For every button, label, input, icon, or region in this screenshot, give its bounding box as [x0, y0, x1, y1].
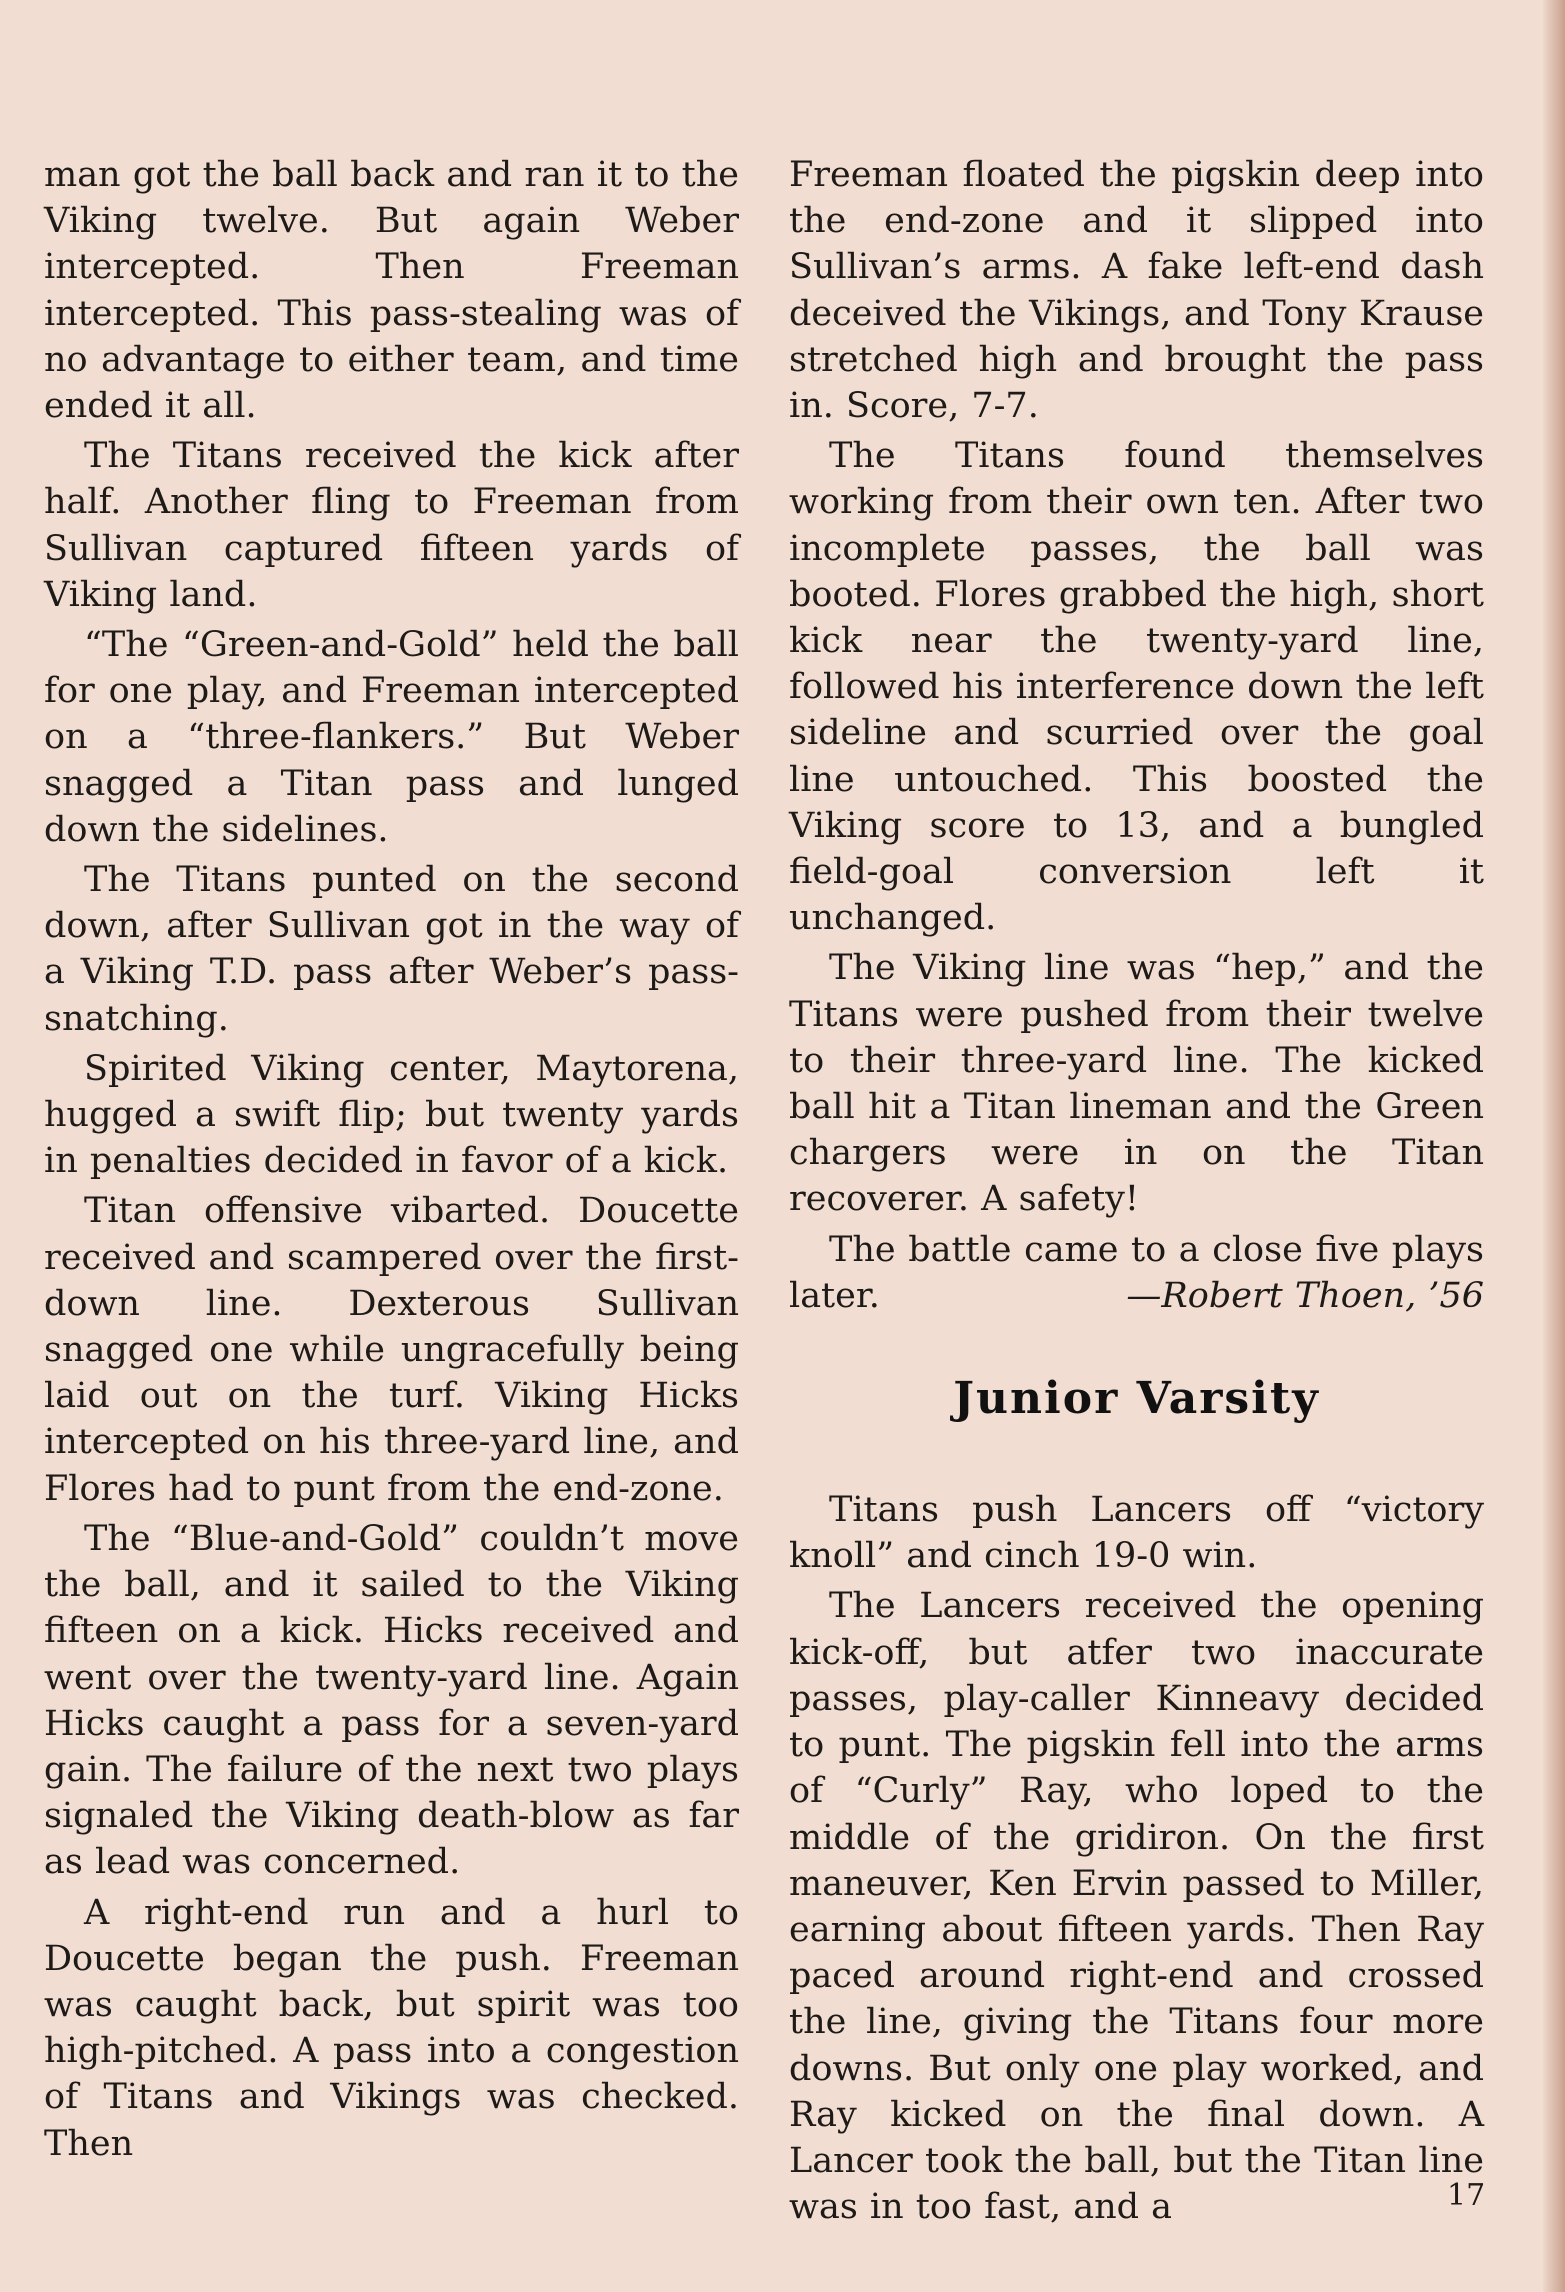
left-column: [44, 152, 739, 2171]
paragraph: The Viking line was “hep,” and the Titans were pushed from their twelve to their three-yard line. The kicked ball hit a Titan lineman and the Green chargers were in on the Titan recoverer. A safety!: [789, 948, 1484, 1220]
closing-text: The battle came to a close five plays later.: [789, 1229, 1484, 1316]
paragraph: “The “Green-and-Gold” held the ball for one play, and Freeman intercepted on a “three-flankers.” But Weber snagged a Titan pass and lunged down the sidelines.: [44, 625, 739, 850]
paragraph: Spirited Viking center, Maytorena, hugged a swift flip; but twenty yards in penalties decided in favor of a kick.: [44, 1048, 739, 1182]
paragraph: The Titans received the kick after half. Another fling to Freeman from Sullivan captured fifteen yards of Viking land.: [44, 436, 739, 615]
paragraph: man got the ball back and ran it to the Viking twelve. But again Weber intercepted. Then Freeman intercepted. This pass-stealing was of no advantage to either team, and time ended it all.: [44, 155, 739, 427]
author-byline: —Robert Thoen, ’56: [1126, 1275, 1484, 1316]
closing-paragraph: [789, 1227, 1484, 1319]
paragraph: Titan offensive vibarted. Doucette received and scampered over the first-down line. Dexterous Sullivan snagged one while ungracefully being laid out on the turf. Viking Hicks intercepted on his three-yard line, and Flores had to punt from the end-zone.: [44, 1191, 739, 1509]
paragraph: Titans push Lancers off “victory knoll” and cinch 19-0 win.: [789, 1490, 1484, 1577]
paragraph: The Titans punted on the second down, after Sullivan got in the way of a Viking T.D. pass after Weber’s pass-snatching.: [44, 860, 739, 1039]
paragraph: A right-end run and a hurl to Doucette began the push. Freeman was caught back, but spirit was too high-pitched. A pass into a congestion of Titans and Vikings was checked. Then: [44, 1892, 739, 2164]
section-heading: Junior Varsity: [953, 1373, 1320, 1425]
page-edge-shadow: [1543, 0, 1565, 2292]
page-number: 17: [1447, 2178, 1486, 2213]
paragraph: The Titans found themselves working from their own ten. After two incomplete passes, the ball was booted. Flores grabbed the high, short kick near the twenty-yard line, followed his interference down the left sideline and scurried over the goal line untouched. This boosted the Viking score to 13, and a bungled field-goal conversion left it unchanged.: [789, 436, 1484, 939]
paragraph: The “Blue-and-Gold” couldn’t move the ball, and it sailed to the Viking fifteen on a kick. Hicks received and went over the twenty-yard line. Again Hicks caught a pass for a seven-yard gain. The failure of the next two plays signaled the Viking death-blow as far as lead was concerned.: [44, 1518, 739, 1883]
right-column: [789, 152, 1484, 2234]
paragraph: Freeman floated the pigskin deep into the end-zone and it slipped into Sullivan’s arms. A fake left-end dash deceived the Vikings, and Tony Krause stretched high and brought the pass in. Score, 7-7.: [789, 155, 1484, 427]
paragraph: The Lancers received the opening kick-off, but atfer two inaccurate passes, play-caller Kinneavy decided to punt. The pigskin fell into the arms of “Curly” Ray, who loped to the middle of the gridiron. On the first maneuver, Ken Ervin passed to Miller, earning about fifteen yards. Then Ray paced around right-end and crossed the line, giving the Titans four more downs. But only one play worked, and Ray kicked on the final down. A Lancer took the ball, but the Titan line was in too fast, and a: [789, 1586, 1484, 2228]
